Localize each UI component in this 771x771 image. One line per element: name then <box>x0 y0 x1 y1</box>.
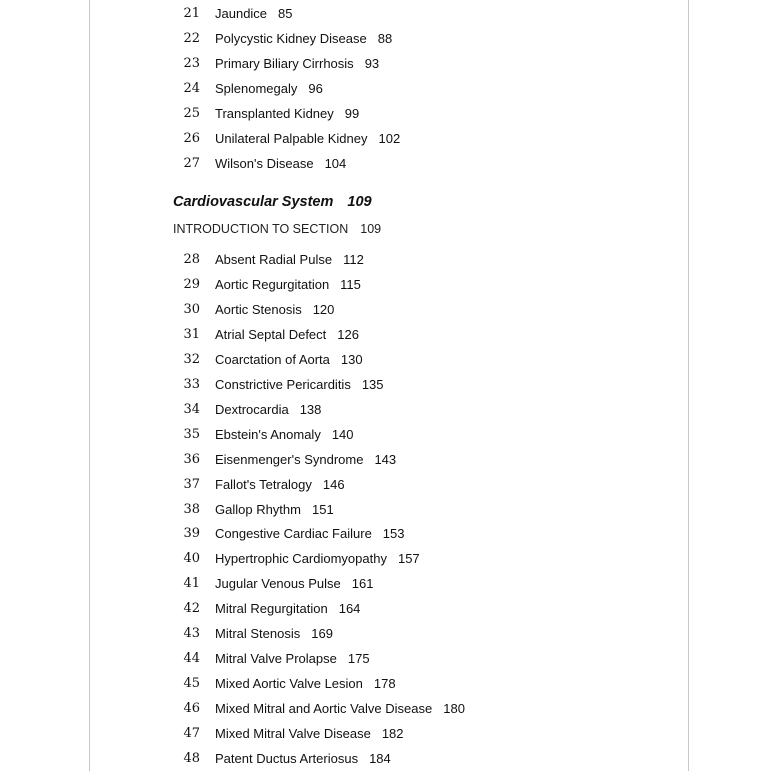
chapter-page-number: 126 <box>337 326 359 342</box>
chapter-title-line <box>215 54 379 74</box>
chapter-number: 29 <box>183 276 200 292</box>
chapter-page-number: 130 <box>340 351 363 367</box>
section-title: Cardiovascular System <box>173 194 334 210</box>
chapter-page-number: 88 <box>377 31 393 46</box>
chapter-title: Aortic Regurgitation <box>215 276 330 292</box>
section-heading <box>173 194 372 210</box>
chapter-title-line <box>215 129 400 149</box>
chapter-page-number: 182 <box>381 726 404 742</box>
chapter-page-number: 96 <box>308 81 323 96</box>
chapter-page-number: 85 <box>278 6 293 21</box>
chapter-page-number: 99 <box>344 106 360 121</box>
chapter-page-number: 184 <box>369 751 391 766</box>
chapter-number: 44 <box>183 651 200 667</box>
introduction-page-number: 109 <box>360 222 382 236</box>
chapter-title-line <box>215 549 420 569</box>
chapter-title: Polycystic Kidney Disease <box>215 31 367 46</box>
chapter-number: 43 <box>183 626 200 642</box>
chapter-title: Mitral Stenosis <box>215 626 301 642</box>
chapter-title: Mixed Mitral Valve Disease <box>215 726 371 742</box>
chapter-page-number: 120 <box>312 301 335 317</box>
chapter-page-number: 169 <box>311 626 333 642</box>
chapter-number: 47 <box>183 726 200 742</box>
chapter-title: Mitral Regurgitation <box>215 601 328 617</box>
chapter-title-line <box>215 325 359 345</box>
chapter-title: Wilson's Disease <box>215 156 314 171</box>
chapter-title-line <box>215 475 345 495</box>
chapter-number: 31 <box>183 326 200 342</box>
chapter-title-line <box>215 500 334 520</box>
chapter-page-number: 151 <box>311 501 334 517</box>
chapter-title-line <box>215 300 334 320</box>
chapter-title-line <box>215 425 354 445</box>
chapter-title-line <box>215 524 405 544</box>
chapter-title: Eisenmenger's Syndrome <box>215 451 364 467</box>
section-page-number: 109 <box>347 194 372 210</box>
chapter-title: Jugular Venous Pulse <box>215 576 341 592</box>
chapter-title: Gallop Rhythm <box>215 501 301 517</box>
chapter-page-number: 93 <box>364 56 380 71</box>
chapter-title: Transplanted Kidney <box>215 106 334 121</box>
chapter-title-line <box>215 29 392 49</box>
chapter-number: 39 <box>183 526 200 542</box>
chapter-title: Atrial Septal Defect <box>215 326 327 342</box>
chapter-page-number: 161 <box>351 576 374 592</box>
chapter-title-line <box>215 275 361 295</box>
chapter-page-number: 140 <box>331 426 354 442</box>
chapter-number: 48 <box>183 751 200 766</box>
chapter-title-line <box>215 624 333 644</box>
chapter-number: 24 <box>183 81 200 96</box>
chapter-title: Patent Ductus Arteriosus <box>215 751 359 766</box>
chapter-number: 21 <box>183 6 200 21</box>
chapter-title: Mitral Valve Prolapse <box>215 651 337 667</box>
chapter-title: Constrictive Pericarditis <box>215 376 351 392</box>
chapter-page-number: 146 <box>322 476 345 492</box>
introduction-label: INTRODUCTION TO SECTION <box>173 222 349 236</box>
chapter-number: 34 <box>183 401 200 417</box>
chapter-page-number: 112 <box>343 252 364 267</box>
section-introduction <box>173 222 381 236</box>
chapter-title: Congestive Cardiac Failure <box>215 526 372 542</box>
chapter-page-number: 104 <box>324 156 347 171</box>
chapter-number: 36 <box>183 451 200 467</box>
chapter-number: 42 <box>183 601 200 617</box>
chapter-title-line <box>215 724 404 744</box>
chapter-title-line <box>215 599 360 619</box>
chapter-title-line <box>215 350 363 370</box>
chapter-page-number: 143 <box>374 451 397 467</box>
chapter-title-line <box>215 375 384 395</box>
chapter-page-number: 175 <box>347 651 370 667</box>
chapter-number: 25 <box>183 106 200 121</box>
chapter-number: 32 <box>183 351 200 367</box>
chapter-number: 27 <box>183 156 200 171</box>
document-page <box>89 0 689 771</box>
chapter-number: 41 <box>183 576 200 592</box>
chapter-page-number: 115 <box>340 276 361 292</box>
chapter-number: 28 <box>183 252 200 267</box>
chapter-title-line <box>215 649 370 669</box>
chapter-page-number: 135 <box>361 376 384 392</box>
chapter-page-number: 102 <box>378 131 401 146</box>
chapter-number: 46 <box>183 701 200 717</box>
chapter-title: Primary Biliary Cirrhosis <box>215 56 354 71</box>
chapter-page-number: 164 <box>338 601 361 617</box>
chapter-number: 37 <box>183 476 200 492</box>
chapter-title-line <box>215 450 396 470</box>
chapter-title-line <box>215 79 323 99</box>
chapter-title: Dextrocardia <box>215 401 289 417</box>
chapter-title-line <box>215 699 465 719</box>
chapter-page-number: 180 <box>443 701 465 717</box>
chapter-title-line <box>215 400 321 420</box>
chapter-number: 22 <box>183 31 200 46</box>
chapter-title-line <box>215 674 396 694</box>
chapter-title: Absent Radial Pulse <box>215 252 333 267</box>
chapter-title: Unilateral Palpable Kidney <box>215 131 368 146</box>
chapter-title-line <box>215 4 293 24</box>
chapter-title: Coarctation of Aorta <box>215 351 330 367</box>
chapter-number: 30 <box>183 301 200 317</box>
chapter-title: Splenomegaly <box>215 81 298 96</box>
chapter-number: 45 <box>183 676 200 692</box>
chapter-title-line <box>215 154 346 174</box>
chapter-title: Aortic Stenosis <box>215 301 302 317</box>
chapter-title: Mixed Aortic Valve Lesion <box>215 676 363 692</box>
chapter-title: Ebstein's Anomaly <box>215 426 321 442</box>
chapter-title-line <box>215 104 359 124</box>
chapter-page-number: 138 <box>299 401 322 417</box>
chapter-number: 33 <box>183 376 200 392</box>
chapter-page-number: 153 <box>382 526 405 542</box>
chapter-number: 40 <box>183 551 200 567</box>
chapter-title: Fallot's Tetralogy <box>215 476 312 492</box>
chapter-page-number: 157 <box>397 551 420 567</box>
chapter-number: 38 <box>183 501 200 517</box>
chapter-page-number: 178 <box>373 676 396 692</box>
chapter-title: Mixed Mitral and Aortic Valve Disease <box>215 701 433 717</box>
chapter-number: 23 <box>183 56 200 71</box>
chapter-title-line <box>215 250 364 270</box>
chapter-title-line <box>215 749 391 769</box>
chapter-title-line <box>215 574 373 594</box>
chapter-title: Jaundice <box>215 6 268 21</box>
chapter-number: 26 <box>183 131 200 146</box>
chapter-title: Hypertrophic Cardiomyopathy <box>215 551 387 567</box>
chapter-number: 35 <box>183 426 200 442</box>
